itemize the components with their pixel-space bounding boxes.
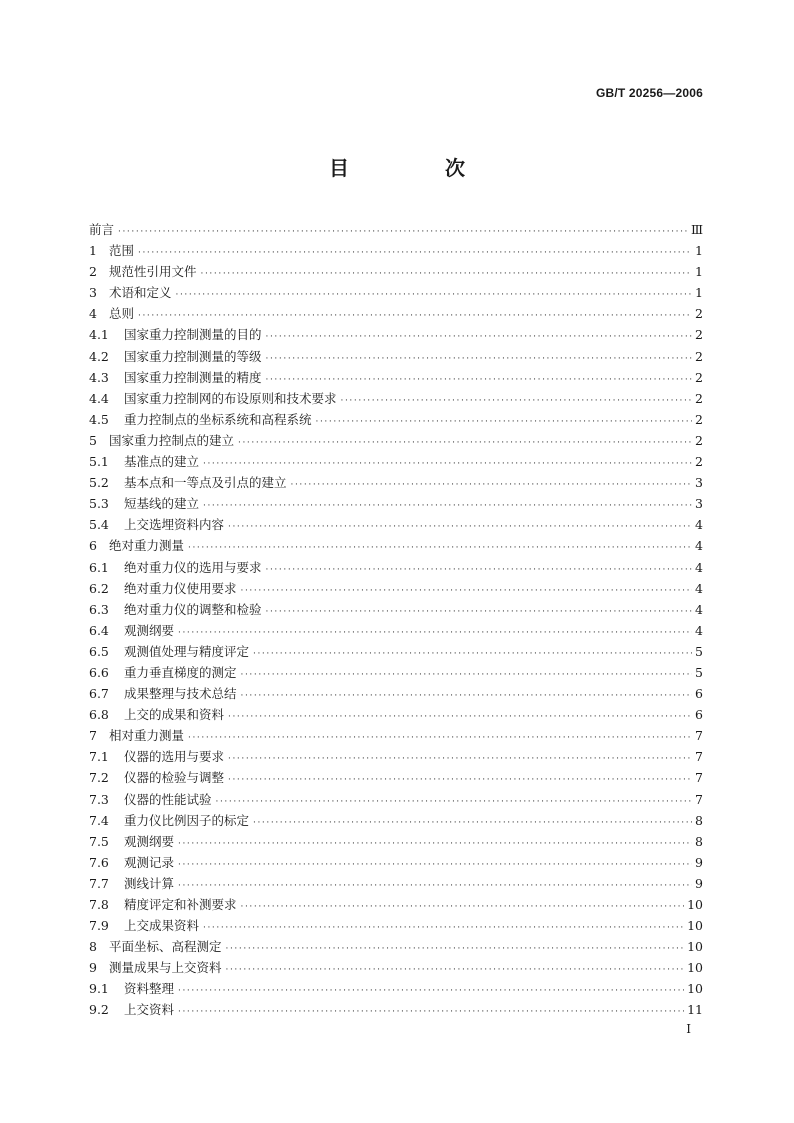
toc-entry[interactable] — [89, 978, 703, 999]
toc-entry-number: 4.5 — [89, 411, 109, 427]
toc-entry-page: 2 — [695, 348, 703, 364]
toc-dot-leader — [228, 517, 692, 538]
toc-dot-leader — [118, 222, 688, 243]
toc-entry-number: 4.2 — [89, 348, 109, 364]
toc-dot-leader — [241, 897, 685, 918]
toc-entry-title: 绝对重力测量 — [109, 538, 185, 554]
toc-entry[interactable] — [89, 852, 703, 873]
toc-entry-page: 6 — [695, 686, 703, 702]
toc-entry-title: 仪器的性能试验 — [124, 791, 212, 807]
toc-entry-title: 相对重力测量 — [109, 728, 185, 744]
toc-dot-leader — [178, 981, 684, 1002]
toc-entry-number: 2 — [89, 264, 97, 280]
toc-entry-page: 2 — [695, 327, 703, 343]
toc-dot-leader — [238, 433, 692, 454]
toc-entry-page: 4 — [695, 580, 703, 596]
toc-dot-leader — [201, 264, 692, 285]
toc-entry[interactable] — [89, 894, 703, 915]
toc-entry-number: 6.2 — [89, 580, 109, 596]
toc-entry[interactable] — [89, 367, 703, 388]
toc-entry-page: 9 — [695, 854, 703, 870]
toc-dot-leader — [266, 327, 692, 348]
toc-entry-page: 2 — [695, 306, 703, 322]
toc-entry-title: 国家重力控制测量的精度 — [124, 369, 262, 385]
toc-entry-title: 测线计算 — [124, 875, 175, 891]
toc-entry-page: 1 — [695, 264, 703, 280]
toc-entry-number: 7.2 — [89, 770, 109, 786]
toc-entry-page: 7 — [695, 728, 703, 744]
toc-entry-number: 4.1 — [89, 327, 109, 343]
toc-entry[interactable] — [89, 704, 703, 725]
toc-entry[interactable] — [89, 957, 703, 978]
toc-dot-leader — [316, 412, 692, 433]
toc-dot-leader — [241, 686, 692, 707]
toc-entry[interactable] — [89, 789, 703, 810]
toc-entry-title: 成果整理与技术总结 — [124, 686, 237, 702]
toc-entry-title: 精度评定和补测要求 — [124, 897, 237, 912]
toc-entry-number: 4.3 — [89, 369, 109, 385]
toc-entry-title: 仪器的检验与调整 — [124, 770, 225, 786]
toc-entry[interactable] — [89, 472, 703, 493]
toc-entry-title: 基本点和一等点及引点的建立 — [124, 475, 287, 491]
toc-entry-title: 观测纲要 — [124, 622, 175, 638]
toc-entry-page: 8 — [695, 833, 703, 849]
toc-entry-number: 6.5 — [89, 643, 109, 659]
toc-entry-title: 平面坐标、高程测定 — [109, 939, 222, 955]
toc-dot-leader — [203, 496, 692, 517]
toc-entry-number: 6.6 — [89, 664, 109, 680]
toc-dot-leader — [228, 770, 692, 791]
toc-entry-title: 观测记录 — [124, 854, 175, 870]
toc-entry-title: 上交资料 — [124, 1002, 175, 1018]
toc-entry-number: 5.4 — [89, 517, 109, 533]
toc-entry-number: 7.7 — [89, 875, 109, 891]
toc-entry-number: 5.2 — [89, 475, 109, 491]
toc-entry-page: 2 — [695, 432, 703, 448]
toc-entry-title: 上交的成果和资料 — [124, 707, 225, 723]
toc-entry-number: 7.6 — [89, 854, 109, 870]
toc-dot-leader — [228, 749, 692, 770]
toc-dot-leader — [228, 707, 692, 728]
toc-entry-title: 重力仪比例因子的标定 — [124, 812, 250, 828]
toc-entry-number: 6 — [89, 538, 97, 554]
toc-entry[interactable] — [89, 767, 703, 788]
toc-entry-page: 10 — [687, 981, 703, 997]
toc-dot-leader — [253, 813, 692, 834]
toc-dot-leader — [178, 1002, 684, 1023]
toc-entry[interactable] — [89, 662, 703, 683]
toc-entry[interactable] — [89, 873, 703, 894]
toc-entry-title: 总则 — [109, 306, 135, 322]
toc-entry[interactable] — [89, 535, 703, 556]
toc-dot-leader — [291, 475, 692, 496]
toc-entry-number: 4.4 — [89, 390, 109, 406]
toc-entry-page: 7 — [695, 770, 703, 786]
table-of-contents — [89, 219, 703, 1021]
toc-entry-title: 绝对重力仪的选用与要求 — [124, 559, 262, 575]
toc-dot-leader — [188, 538, 692, 559]
toc-entry-number: 3 — [89, 285, 97, 301]
toc-entry[interactable] — [89, 936, 703, 957]
toc-entry-title: 观测值处理与精度评定 — [124, 643, 250, 659]
toc-entry-number: 5.1 — [89, 454, 109, 470]
toc-entry[interactable] — [89, 725, 703, 746]
toc-entry-number: 1 — [89, 243, 97, 259]
toc-entry-page: 10 — [687, 939, 703, 955]
toc-entry[interactable] — [89, 430, 703, 451]
toc-entry-page: 4 — [695, 622, 703, 638]
toc-dot-leader — [178, 855, 692, 876]
toc-entry-title: 观测纲要 — [124, 833, 175, 849]
toc-entry-number: 6.8 — [89, 707, 109, 723]
toc-dot-leader — [226, 960, 685, 981]
toc-entry-number: 7.3 — [89, 791, 109, 807]
toc-entry-title: 国家重力控制点的建立 — [109, 432, 235, 448]
toc-entry-title: 上交成果资料 — [124, 918, 200, 934]
toc-entry-page: 10 — [687, 897, 703, 912]
toc-entry-page: 6 — [695, 707, 703, 723]
toc-entry-number: 6.3 — [89, 601, 109, 617]
toc-entry-title: 绝对重力仪的调整和检验 — [124, 601, 262, 617]
toc-entry-page: 7 — [695, 749, 703, 765]
toc-entry-page: 3 — [695, 496, 703, 512]
toc-entry-title: 国家重力控制测量的目的 — [124, 327, 262, 343]
page-number: Ⅰ — [686, 1022, 691, 1036]
toc-entry-number: 6.1 — [89, 559, 109, 575]
toc-entry-title: 测量成果与上交资料 — [109, 960, 222, 976]
toc-entry-title: 短基线的建立 — [124, 496, 200, 512]
toc-entry[interactable] — [89, 451, 703, 472]
toc-dot-leader — [253, 644, 692, 665]
toc-entry-title: 仪器的选用与要求 — [124, 749, 225, 765]
toc-entry-page: Ⅲ — [690, 222, 703, 237]
toc-entry-number: 8 — [89, 939, 97, 955]
toc-dot-leader — [138, 243, 692, 264]
toc-entry[interactable] — [89, 641, 703, 662]
standard-code: GB/T 20256—2006 — [595, 86, 703, 100]
toc-entry[interactable] — [89, 240, 703, 261]
toc-entry[interactable] — [89, 915, 703, 936]
toc-entry-page: 10 — [687, 960, 703, 976]
toc-dot-leader — [178, 623, 692, 644]
toc-entry-number: 7.4 — [89, 812, 109, 828]
toc-dot-leader — [178, 876, 692, 897]
toc-entry-title: 国家重力控制测量的等级 — [124, 348, 262, 364]
toc-entry[interactable] — [89, 683, 703, 704]
toc-entry[interactable] — [89, 282, 703, 303]
toc-entry-page: 10 — [687, 918, 703, 934]
toc-entry[interactable] — [89, 746, 703, 767]
toc-entry-number: 6.7 — [89, 686, 109, 702]
toc-dot-leader — [266, 602, 692, 623]
toc-entry[interactable] — [89, 388, 703, 409]
toc-entry[interactable] — [89, 493, 703, 514]
toc-entry[interactable] — [89, 409, 703, 430]
toc-dot-leader — [266, 349, 692, 370]
toc-entry-number: 6.4 — [89, 622, 109, 638]
toc-entry-page: 2 — [695, 369, 703, 385]
toc-entry-page: 9 — [695, 875, 703, 891]
toc-entry[interactable] — [89, 999, 703, 1020]
toc-entry[interactable] — [89, 557, 703, 578]
toc-entry-page: 8 — [695, 812, 703, 828]
toc-entry-page: 7 — [695, 791, 703, 807]
toc-entry-title: 术语和定义 — [109, 285, 172, 301]
toc-entry-page: 2 — [695, 454, 703, 470]
toc-entry[interactable] — [89, 620, 703, 641]
toc-entry-page: 2 — [695, 411, 703, 427]
toc-dot-leader — [176, 285, 692, 306]
toc-entry-title: 绝对重力仪使用要求 — [124, 580, 237, 596]
toc-entry-number: 7.9 — [89, 918, 109, 934]
toc-entry-page: 1 — [695, 243, 703, 259]
toc-dot-leader — [241, 665, 692, 686]
toc-entry-page: 5 — [695, 643, 703, 659]
toc-entry[interactable] — [89, 346, 703, 367]
toc-entry-title: 上交选埋资料内容 — [124, 517, 225, 533]
toc-entry-number: 7.8 — [89, 897, 109, 912]
toc-entry-number: 4 — [89, 306, 97, 322]
toc-entry-number: 7 — [89, 728, 97, 744]
toc-entry[interactable] — [89, 261, 703, 282]
toc-entry-page: 2 — [695, 390, 703, 406]
toc-entry-page: 4 — [695, 538, 703, 554]
toc-entry[interactable] — [89, 578, 703, 599]
toc-entry-number: 5 — [89, 432, 97, 448]
toc-entry-page: 4 — [695, 559, 703, 575]
toc-entry-title: 资料整理 — [124, 981, 175, 997]
toc-dot-leader — [216, 792, 692, 813]
toc-dot-leader — [341, 391, 692, 412]
toc-entry[interactable] — [89, 514, 703, 535]
toc-entry-page: 11 — [687, 1002, 703, 1018]
toc-entry[interactable] — [89, 599, 703, 620]
toc-entry-page: 3 — [695, 475, 703, 491]
toc-entry-title: 基准点的建立 — [124, 454, 200, 470]
toc-entry-number: 9.1 — [89, 981, 109, 997]
toc-entry-page: 1 — [695, 285, 703, 301]
toc-entry-number: 5.3 — [89, 496, 109, 512]
toc-entry-title: 前言 — [89, 222, 115, 237]
toc-dot-leader — [266, 560, 692, 581]
toc-entry-number: 9 — [89, 960, 97, 976]
toc-dot-leader — [226, 939, 685, 960]
toc-entry-title: 重力垂直梯度的测定 — [124, 664, 237, 680]
toc-entry-title: 重力控制点的坐标系统和高程系统 — [124, 411, 312, 427]
toc-entry[interactable] — [89, 303, 703, 324]
toc-entry-page: 5 — [695, 664, 703, 680]
toc-entry[interactable] — [89, 831, 703, 852]
toc-dot-leader — [178, 834, 692, 855]
toc-entry-number: 7.5 — [89, 833, 109, 849]
toc-entry-page: 4 — [695, 517, 703, 533]
toc-entry-title: 范围 — [109, 243, 135, 259]
toc-entry-number: 7.1 — [89, 749, 109, 765]
toc-entry[interactable] — [89, 324, 703, 345]
toc-dot-leader — [203, 918, 684, 939]
page-title: 目 次 — [329, 156, 503, 180]
toc-entry-title: 规范性引用文件 — [109, 264, 197, 280]
toc-entry[interactable] — [89, 219, 703, 240]
toc-entry[interactable] — [89, 810, 703, 831]
toc-dot-leader — [188, 728, 692, 749]
toc-entry-page: 4 — [695, 601, 703, 617]
toc-entry-title: 国家重力控制网的布设原则和技术要求 — [124, 390, 337, 406]
toc-dot-leader — [241, 581, 692, 602]
toc-entry-number: 9.2 — [89, 1002, 109, 1018]
